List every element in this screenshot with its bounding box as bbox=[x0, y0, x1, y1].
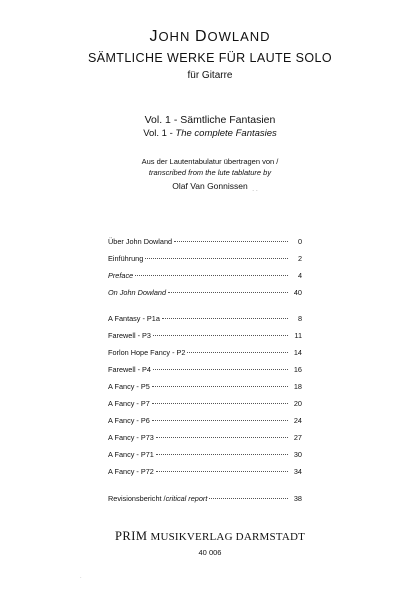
toc-row bbox=[108, 467, 302, 477]
toc-page: 8 bbox=[297, 314, 302, 323]
toc-title: A Fancy - P71 bbox=[108, 450, 154, 459]
toc-page: 0 bbox=[297, 237, 302, 246]
toc-row bbox=[108, 314, 302, 324]
toc-title: Über John Dowland bbox=[108, 237, 173, 246]
toc-title: Einführung bbox=[108, 254, 144, 263]
toc-title: A Fancy - P5 bbox=[108, 382, 150, 391]
print-specks: · · bbox=[252, 188, 258, 194]
toc-leader bbox=[153, 335, 288, 336]
print-speck: · bbox=[80, 575, 82, 581]
toc-page: 27 bbox=[293, 433, 302, 442]
toc-row bbox=[108, 331, 302, 341]
toc-page: 38 bbox=[293, 494, 302, 503]
report-title-de: Revisionsbericht / bbox=[108, 494, 166, 503]
toc-page: 11 bbox=[294, 331, 302, 340]
toc-page: 18 bbox=[293, 382, 302, 391]
composer-name bbox=[0, 28, 420, 46]
toc-row bbox=[108, 433, 302, 443]
toc-title: A Fancy - P72 bbox=[108, 467, 154, 476]
toc-row bbox=[108, 254, 302, 264]
toc-row bbox=[108, 288, 302, 298]
toc-page: 4 bbox=[297, 271, 302, 280]
toc-leader bbox=[152, 403, 288, 404]
toc-leader bbox=[152, 386, 288, 387]
toc-row bbox=[108, 416, 302, 426]
toc-leader bbox=[145, 258, 288, 259]
toc-title: A Fancy - P7 bbox=[108, 399, 150, 408]
arranger-name: Olaf Van Gonnissen bbox=[172, 181, 248, 191]
toc-leader bbox=[168, 292, 288, 293]
transcription-en: transcribed from the lute tablature by bbox=[148, 168, 272, 177]
toc-page: 40 bbox=[293, 288, 302, 297]
toc-leader bbox=[209, 498, 288, 499]
toc-page: 2 bbox=[297, 254, 302, 263]
instrument: für Gitarre bbox=[187, 70, 233, 81]
volume-en-prefix: Vol. 1 - bbox=[143, 128, 176, 139]
toc-row bbox=[108, 237, 302, 247]
composer-initial-first: J bbox=[149, 28, 159, 45]
toc-leader bbox=[174, 241, 288, 242]
toc-leader bbox=[152, 420, 288, 421]
publisher-name bbox=[0, 529, 420, 544]
toc-page: 14 bbox=[293, 348, 302, 357]
toc-title: Forlon Hope Fancy - P2 bbox=[108, 348, 186, 357]
toc-leader bbox=[153, 369, 288, 370]
toc-title: On John Dowland bbox=[108, 288, 167, 297]
publisher-number: 40 006 bbox=[198, 548, 222, 557]
volume-title-en bbox=[0, 128, 420, 139]
report-title-en: critical report bbox=[165, 494, 208, 503]
toc-leader bbox=[187, 352, 288, 353]
volume-title-de: Vol. 1 - Sämtliche Fantasien bbox=[144, 114, 276, 126]
volume-en-title: The complete Fantasies bbox=[175, 128, 277, 139]
work-title: SÄMTLICHE WERKE FÜR LAUTE SOLO bbox=[88, 51, 332, 65]
composer-last-rest: OWLAND bbox=[207, 29, 271, 44]
publisher-prim: PRIM bbox=[114, 529, 148, 543]
toc-page: 30 bbox=[293, 450, 302, 459]
toc-title bbox=[108, 494, 207, 503]
toc-title: A Fancy - P73 bbox=[108, 433, 154, 442]
toc-leader bbox=[135, 275, 288, 276]
toc-title: Farewell - P4 bbox=[108, 365, 151, 374]
toc-row bbox=[108, 365, 302, 375]
toc-page: 24 bbox=[293, 416, 302, 425]
toc-row bbox=[108, 450, 302, 460]
toc-page: 34 bbox=[293, 467, 302, 476]
toc-page: 16 bbox=[293, 365, 302, 374]
publisher-rest: MUSIKVERLAG DARMSTADT bbox=[147, 531, 306, 543]
toc-row bbox=[108, 399, 302, 409]
toc-row bbox=[108, 348, 302, 358]
composer-first-rest: OHN bbox=[158, 29, 195, 44]
toc-title: Farewell - P3 bbox=[108, 331, 151, 340]
toc-title: A Fancy - P6 bbox=[108, 416, 150, 425]
toc-row bbox=[108, 271, 302, 281]
toc-leader bbox=[156, 437, 288, 438]
toc-row bbox=[108, 382, 302, 392]
toc-leader bbox=[156, 471, 288, 472]
toc-row-report bbox=[108, 494, 302, 504]
toc-title: Preface bbox=[108, 271, 134, 280]
transcription-de: Aus der Lautentabulatur übertragen von / bbox=[141, 157, 279, 166]
composer-initial-last: D bbox=[194, 28, 208, 45]
toc-leader bbox=[156, 454, 288, 455]
toc-title: A Fantasy - P1a bbox=[108, 314, 160, 323]
toc-leader bbox=[162, 318, 288, 319]
toc-page: 20 bbox=[293, 399, 302, 408]
